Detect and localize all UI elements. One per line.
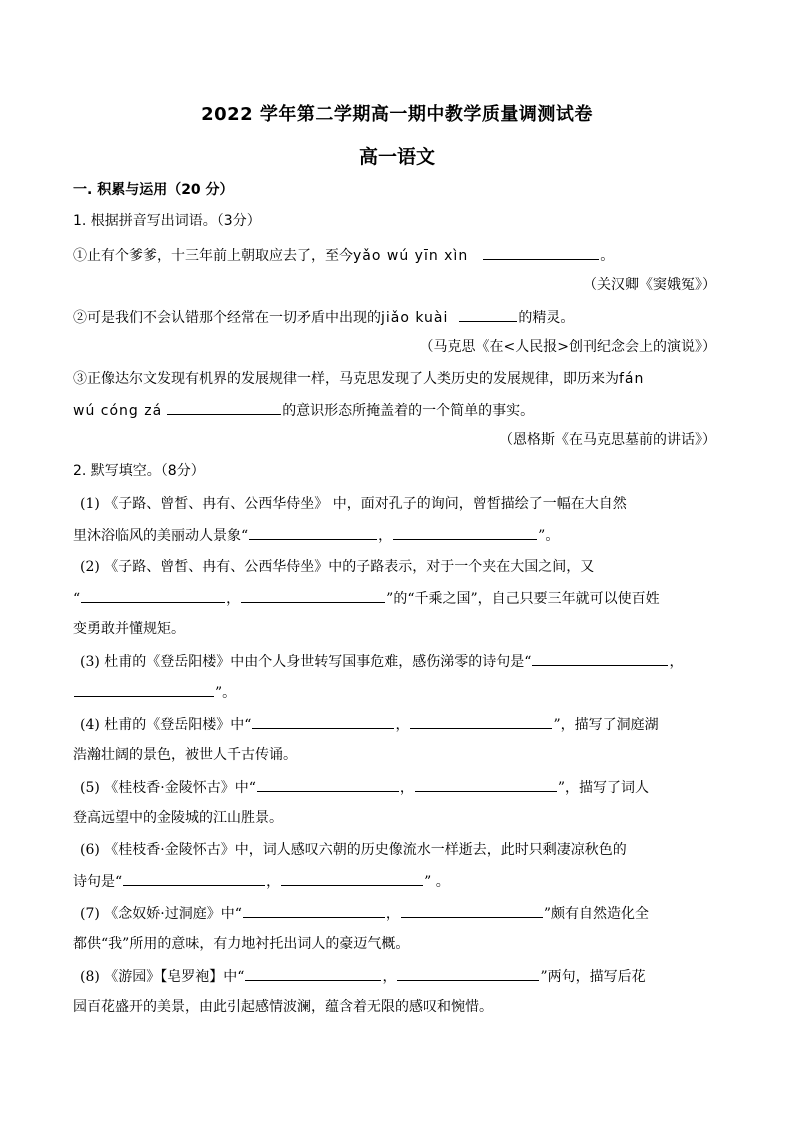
q2-2-end: ”的“千乘之国”，自己只要三年就可以使百姓: [386, 591, 660, 607]
q2-3-text: (3) 杜甫的《登岳阳楼》中由个人身世转写国事危难，感伤涕零的诗句是“: [80, 654, 532, 670]
q2-4-text: (4) 杜甫的《登岳阳楼》中“: [80, 717, 252, 733]
q1b-pinyin: jiǎo kuài: [381, 310, 449, 326]
q2-8-blank-a[interactable]: [245, 966, 381, 981]
q2-2-blank-a[interactable]: [81, 588, 225, 603]
q2-7-sep: ，: [385, 906, 400, 922]
q2-5-end: ”，描写了词人: [557, 780, 650, 796]
q2-4-blank-a[interactable]: [252, 714, 394, 729]
q2-2-blank-b[interactable]: [241, 588, 385, 603]
q1c-text: ③正像达尔文发现有机界的发展规律一样，马克思发现了人类历史的发展规律，即历来为: [73, 371, 619, 387]
q2-6-blank-b[interactable]: [281, 871, 423, 886]
question-2-heading: 2. 默写填空。（8分）: [73, 463, 205, 479]
q2-item-4-line2: 浩瀚壮阔的景色，被世人千古传诵。: [73, 747, 297, 763]
q1c-pinyin-2: wú cóng zá: [73, 403, 163, 419]
q2-5-blank-b[interactable]: [415, 777, 557, 792]
q1a-text: ①止有个爹爹，十三年前上朝取应去了，至今: [73, 248, 353, 264]
q2-8-blank-b[interactable]: [397, 966, 539, 981]
q2-item-3-line1: [80, 651, 730, 672]
q2-item-8-line2: 园百花盛开的美景，由此引起感情波澜，蕴含着无限的感叹和惋惜。: [73, 999, 493, 1015]
q1b-source: （马克思《在<人民报>创刊纪念会上的演说》）: [419, 339, 716, 355]
q2-item-1-line2: [73, 525, 723, 546]
q2-4-blank-b[interactable]: [410, 714, 552, 729]
q1-item-b: [73, 307, 723, 328]
q2-1-blank-a[interactable]: [249, 525, 377, 540]
q2-3-end: ”。: [215, 685, 237, 701]
q1a-answer-blank[interactable]: [483, 245, 599, 260]
q2-item-2-line1: (2) 《子路、曾皙、冉有、公西华侍坐》中的子路表示，对于一个夹在大国之间，又: [80, 559, 595, 575]
q2-7-blank-a[interactable]: [243, 903, 385, 918]
q2-item-6-line2: [73, 871, 723, 892]
q2-item-2-line2: [73, 588, 723, 609]
q2-8-sep: ，: [382, 969, 397, 985]
q1a-end: 。: [600, 248, 615, 264]
q1b-answer-blank[interactable]: [459, 307, 517, 322]
q2-7-end: ”颇有自然造化全: [543, 906, 650, 922]
q1c-text-after: 的意识形态所掩盖着的一个简单的事实。: [282, 403, 535, 419]
q2-7-text: (7) 《念奴娇·过洞庭》中“: [80, 906, 242, 922]
q2-3-blank-b[interactable]: [74, 682, 214, 697]
q2-item-8-line1: [80, 966, 730, 987]
section-heading: 一. 积累与运用（20 分）: [73, 182, 234, 198]
q1c-source: （恩格斯《在马克思墓前的讲话》）: [499, 432, 716, 448]
q1-item-c-line2: [73, 400, 723, 421]
q2-6-sep: ，: [266, 874, 281, 890]
q1a-pinyin: yǎo wú yīn xìn: [353, 248, 469, 264]
q2-3-sep: ，: [669, 654, 684, 670]
q2-3-blank-a[interactable]: [532, 651, 668, 666]
q2-8-text: (8) 《游园》【皂罗袍】中“: [80, 969, 245, 985]
q1c-answer-blank[interactable]: [167, 400, 281, 415]
q2-4-end: ”，描写了洞庭湖: [553, 717, 659, 733]
q2-6-end: ” 。: [424, 874, 450, 890]
exam-title: 2022 学年第二学期高一期中教学质量调测试卷: [201, 104, 593, 125]
q1c-pinyin-1: fán: [619, 371, 645, 387]
q2-item-3-line2: [73, 682, 723, 703]
q2-2-sep: ，: [226, 591, 241, 607]
q1a-source: （关汉卿《窦娥冤》）: [583, 277, 716, 293]
subject-title: 高一语文: [358, 146, 435, 168]
q2-item-7-line1: [80, 903, 730, 924]
q2-8-end: ”两句，描写后花: [540, 969, 646, 985]
q1-item-a: [73, 245, 723, 266]
q2-item-7-line2: 都供“我”所用的意味，有力地衬托出词人的豪迈气概。: [73, 936, 410, 952]
q2-item-1-line1: (1) 《子路、曾皙、冉有、公西华侍坐》 中，面对孔子的询问，曾皙描绘了一幅在大自然: [80, 496, 627, 512]
q2-7-blank-b[interactable]: [401, 903, 543, 918]
q2-5-text: (5) 《桂枝香·金陵怀古》中“: [80, 780, 256, 796]
q2-5-sep: ，: [399, 780, 414, 796]
q2-1-blank-b[interactable]: [393, 525, 537, 540]
q2-item-2-line3: 变勇敢并懂规矩。: [73, 621, 185, 637]
q2-6-text: 诗句是“: [73, 874, 123, 890]
q2-item-6-line1: (6) 《桂枝香·金陵怀古》中，词人感叹六朝的历史像流水一样逝去，此时只剩凄凉秋色的: [80, 842, 627, 858]
q1b-text: ②可是我们不会认错那个经常在一切矛盾中出现的: [73, 310, 381, 326]
q2-6-blank-a[interactable]: [123, 871, 265, 886]
q2-item-4-line1: [80, 714, 730, 735]
q2-1-sep: ，: [378, 528, 393, 544]
q2-4-sep: ，: [395, 717, 410, 733]
q2-item-5-line1: [80, 777, 730, 798]
q2-2-text: “: [73, 591, 81, 607]
question-1-heading: 1. 根据拼音写出词语。（3分）: [73, 213, 261, 229]
q1-item-c-line1: [73, 369, 723, 389]
q2-1-text: 里沐浴临风的美丽动人景象“: [73, 528, 249, 544]
q1b-text-after: 的精灵。: [518, 310, 575, 326]
q2-item-5-line2: 登高远望中的金陵城的江山胜景。: [73, 810, 283, 826]
q2-1-end: ”。: [538, 528, 560, 544]
q2-5-blank-a[interactable]: [257, 777, 399, 792]
